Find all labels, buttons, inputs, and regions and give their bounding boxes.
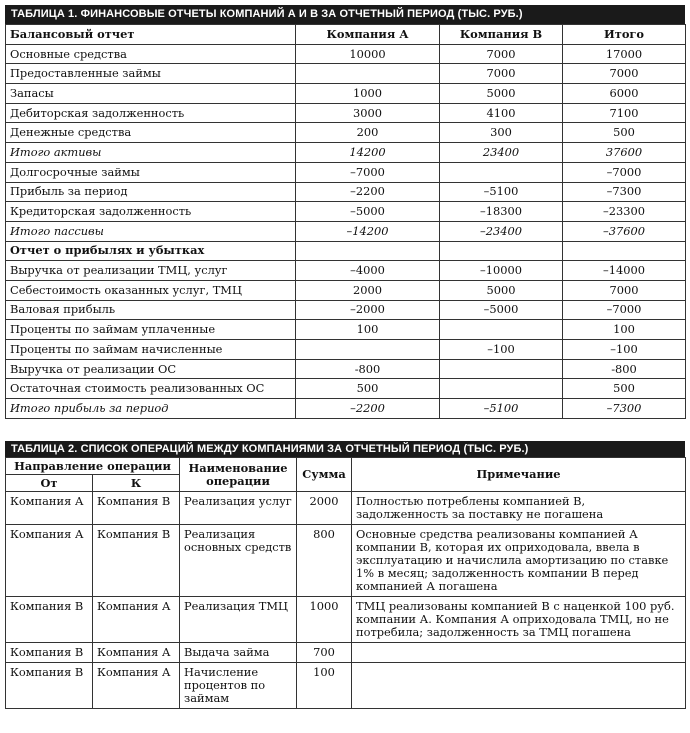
- value-total: –37600: [563, 221, 686, 241]
- value-total: -800: [563, 359, 686, 379]
- cell-to: Компания А: [93, 643, 180, 663]
- cell-from: Компания А: [6, 525, 93, 597]
- value-company-b: [440, 359, 563, 379]
- value-total: –14000: [563, 261, 686, 281]
- table-row: [6, 143, 686, 163]
- header-from: От: [6, 475, 93, 492]
- value-company-a: –2000: [296, 300, 440, 320]
- row-label: Итого прибыль за период: [6, 399, 296, 419]
- cell-operation-name: Реализация ТМЦ: [180, 597, 297, 643]
- table-row: [6, 379, 686, 399]
- value-company-a: 10000: [296, 44, 440, 64]
- value-company-b: 4100: [440, 103, 563, 123]
- value-company-a: –2200: [296, 399, 440, 419]
- header-company-b: Компания В: [440, 25, 563, 45]
- value-company-b: –23400: [440, 221, 563, 241]
- cell-to: Компания А: [93, 597, 180, 643]
- value-company-a: 100: [296, 320, 440, 340]
- row-label: Основные средства: [6, 44, 296, 64]
- value-company-b: [440, 320, 563, 340]
- table-row: [6, 597, 686, 643]
- value-total: –7300: [563, 182, 686, 202]
- value-company-a: 14200: [296, 143, 440, 163]
- value-total: 500: [563, 379, 686, 399]
- row-label: Остаточная стоимость реализованных ОС: [6, 379, 296, 399]
- cell-note: [352, 643, 686, 663]
- row-label: Денежные средства: [6, 123, 296, 143]
- row-label: Предоставленные займы: [6, 64, 296, 84]
- value-company-a: [296, 340, 440, 360]
- cell-to: Компания В: [93, 525, 180, 597]
- table-row: [6, 103, 686, 123]
- table-row: [6, 202, 686, 222]
- cell-operation-name: Реализация основных средств: [180, 525, 297, 597]
- value-company-b: [440, 241, 563, 261]
- table-row: [6, 320, 686, 340]
- row-label: Кредиторская задолженность: [6, 202, 296, 222]
- value-company-a: -800: [296, 359, 440, 379]
- header-sum: Сумма: [297, 458, 352, 492]
- cell-note: ТМЦ реализованы компанией В с наценкой 100 руб. компании А. Компания А оприходовала ТМЦ, но не потребила; задолженность за ТМЦ погашена: [352, 597, 686, 643]
- cell-from: Компания В: [6, 597, 93, 643]
- value-company-b: 5000: [440, 84, 563, 104]
- cell-operation-name: Начисление процентов по займам: [180, 663, 297, 709]
- value-company-a: 1000: [296, 84, 440, 104]
- value-company-a: –5000: [296, 202, 440, 222]
- operations-table: [5, 457, 686, 709]
- header-direction: Направление операции: [6, 458, 180, 475]
- value-company-a: [296, 241, 440, 261]
- header-to: К: [93, 475, 180, 492]
- table-row: [6, 525, 686, 597]
- value-company-b: –100: [440, 340, 563, 360]
- value-total: 17000: [563, 44, 686, 64]
- value-company-b: –5100: [440, 182, 563, 202]
- value-company-a: –7000: [296, 162, 440, 182]
- cell-note: [352, 663, 686, 709]
- cell-to: Компания А: [93, 663, 180, 709]
- cell-sum: 800: [297, 525, 352, 597]
- table1-caption: ТАБЛИЦА 1. ФИНАНСОВЫЕ ОТЧЕТЫ КОМПАНИЙ А И В ЗА ОТЧЕТНЫЙ ПЕРИОД (ТЫС. РУБ.): [5, 5, 685, 24]
- value-company-b: –5000: [440, 300, 563, 320]
- value-total: –7000: [563, 300, 686, 320]
- table-row: [6, 221, 686, 241]
- cell-operation-name: Выдача займа: [180, 643, 297, 663]
- table-row: [6, 123, 686, 143]
- cell-from: Компания В: [6, 663, 93, 709]
- cell-sum: 1000: [297, 597, 352, 643]
- table2-body: [6, 492, 686, 709]
- value-company-b: –10000: [440, 261, 563, 281]
- table-row: [6, 64, 686, 84]
- row-label: Проценты по займам начисленные: [6, 340, 296, 360]
- value-total: 500: [563, 123, 686, 143]
- value-total: –7000: [563, 162, 686, 182]
- value-total: 7000: [563, 280, 686, 300]
- value-company-b: 7000: [440, 64, 563, 84]
- financial-statements-table: [5, 24, 686, 419]
- table1-header-row: [6, 25, 686, 45]
- row-label: Запасы: [6, 84, 296, 104]
- row-label: Себестоимость оказанных услуг, ТМЦ: [6, 280, 296, 300]
- value-company-b: [440, 162, 563, 182]
- cell-note: Основные средства реализованы компанией А компании В, которая их оприходовала, ввела в эксплуатацию и начислила амортизацию по ставке 1% в месяц; задолженность компании В перед компанией А погашена: [352, 525, 686, 597]
- header-total: Итого: [563, 25, 686, 45]
- table-row: [6, 643, 686, 663]
- table-row: [6, 280, 686, 300]
- header-operation-name: Наименование операции: [180, 458, 297, 492]
- value-total: 6000: [563, 84, 686, 104]
- header-company-a: Компания А: [296, 25, 440, 45]
- table-row: [6, 340, 686, 360]
- value-total: 7000: [563, 64, 686, 84]
- row-label: Отчет о прибылях и убытках: [6, 241, 296, 261]
- row-label: Прибыль за период: [6, 182, 296, 202]
- row-label: Итого активы: [6, 143, 296, 163]
- table-row: [6, 84, 686, 104]
- value-company-b: –18300: [440, 202, 563, 222]
- table-row: [6, 162, 686, 182]
- value-total: 100: [563, 320, 686, 340]
- table-row: [6, 44, 686, 64]
- value-company-a: [296, 64, 440, 84]
- operations-table-block: [5, 441, 685, 709]
- table-row: [6, 241, 686, 261]
- value-total: –7300: [563, 399, 686, 419]
- row-label: Выручка от реализации ТМЦ, услуг: [6, 261, 296, 281]
- cell-sum: 700: [297, 643, 352, 663]
- table-row: [6, 182, 686, 202]
- row-label: Итого пассивы: [6, 221, 296, 241]
- cell-to: Компания В: [93, 492, 180, 525]
- row-label: Валовая прибыль: [6, 300, 296, 320]
- table-row: [6, 300, 686, 320]
- table1-body: [6, 44, 686, 418]
- cell-note: Полностью потреблены компанией В, задолженность за поставку не погашена: [352, 492, 686, 525]
- header-note: Примечание: [352, 458, 686, 492]
- row-label: Дебиторская задолженность: [6, 103, 296, 123]
- value-company-a: 500: [296, 379, 440, 399]
- table-row: [6, 261, 686, 281]
- value-company-b: 300: [440, 123, 563, 143]
- value-company-b: 5000: [440, 280, 563, 300]
- value-company-b: –5100: [440, 399, 563, 419]
- table2-header-row-1: [6, 458, 686, 475]
- row-label: Долгосрочные займы: [6, 162, 296, 182]
- table-row: [6, 399, 686, 419]
- cell-from: Компания А: [6, 492, 93, 525]
- value-company-a: 2000: [296, 280, 440, 300]
- cell-operation-name: Реализация услуг: [180, 492, 297, 525]
- value-total: 37600: [563, 143, 686, 163]
- value-company-a: 3000: [296, 103, 440, 123]
- value-company-a: –4000: [296, 261, 440, 281]
- table2-caption: ТАБЛИЦА 2. СПИСОК ОПЕРАЦИЙ МЕЖДУ КОМПАНИЯМИ ЗА ОТЧЕТНЫЙ ПЕРИОД (ТЫС. РУБ.): [5, 441, 685, 457]
- value-company-b: 23400: [440, 143, 563, 163]
- value-total: –100: [563, 340, 686, 360]
- cell-sum: 100: [297, 663, 352, 709]
- cell-sum: 2000: [297, 492, 352, 525]
- value-company-a: –14200: [296, 221, 440, 241]
- value-total: –23300: [563, 202, 686, 222]
- row-label: Проценты по займам уплаченные: [6, 320, 296, 340]
- financial-statements-table-block: [5, 5, 685, 419]
- header-balance-sheet: Балансовый отчет: [6, 25, 296, 45]
- value-company-b: [440, 379, 563, 399]
- value-company-a: –2200: [296, 182, 440, 202]
- cell-from: Компания В: [6, 643, 93, 663]
- value-total: [563, 241, 686, 261]
- table-row: [6, 492, 686, 525]
- table-row: [6, 663, 686, 709]
- value-company-a: 200: [296, 123, 440, 143]
- value-total: 7100: [563, 103, 686, 123]
- row-label: Выручка от реализации ОС: [6, 359, 296, 379]
- table-row: [6, 359, 686, 379]
- value-company-b: 7000: [440, 44, 563, 64]
